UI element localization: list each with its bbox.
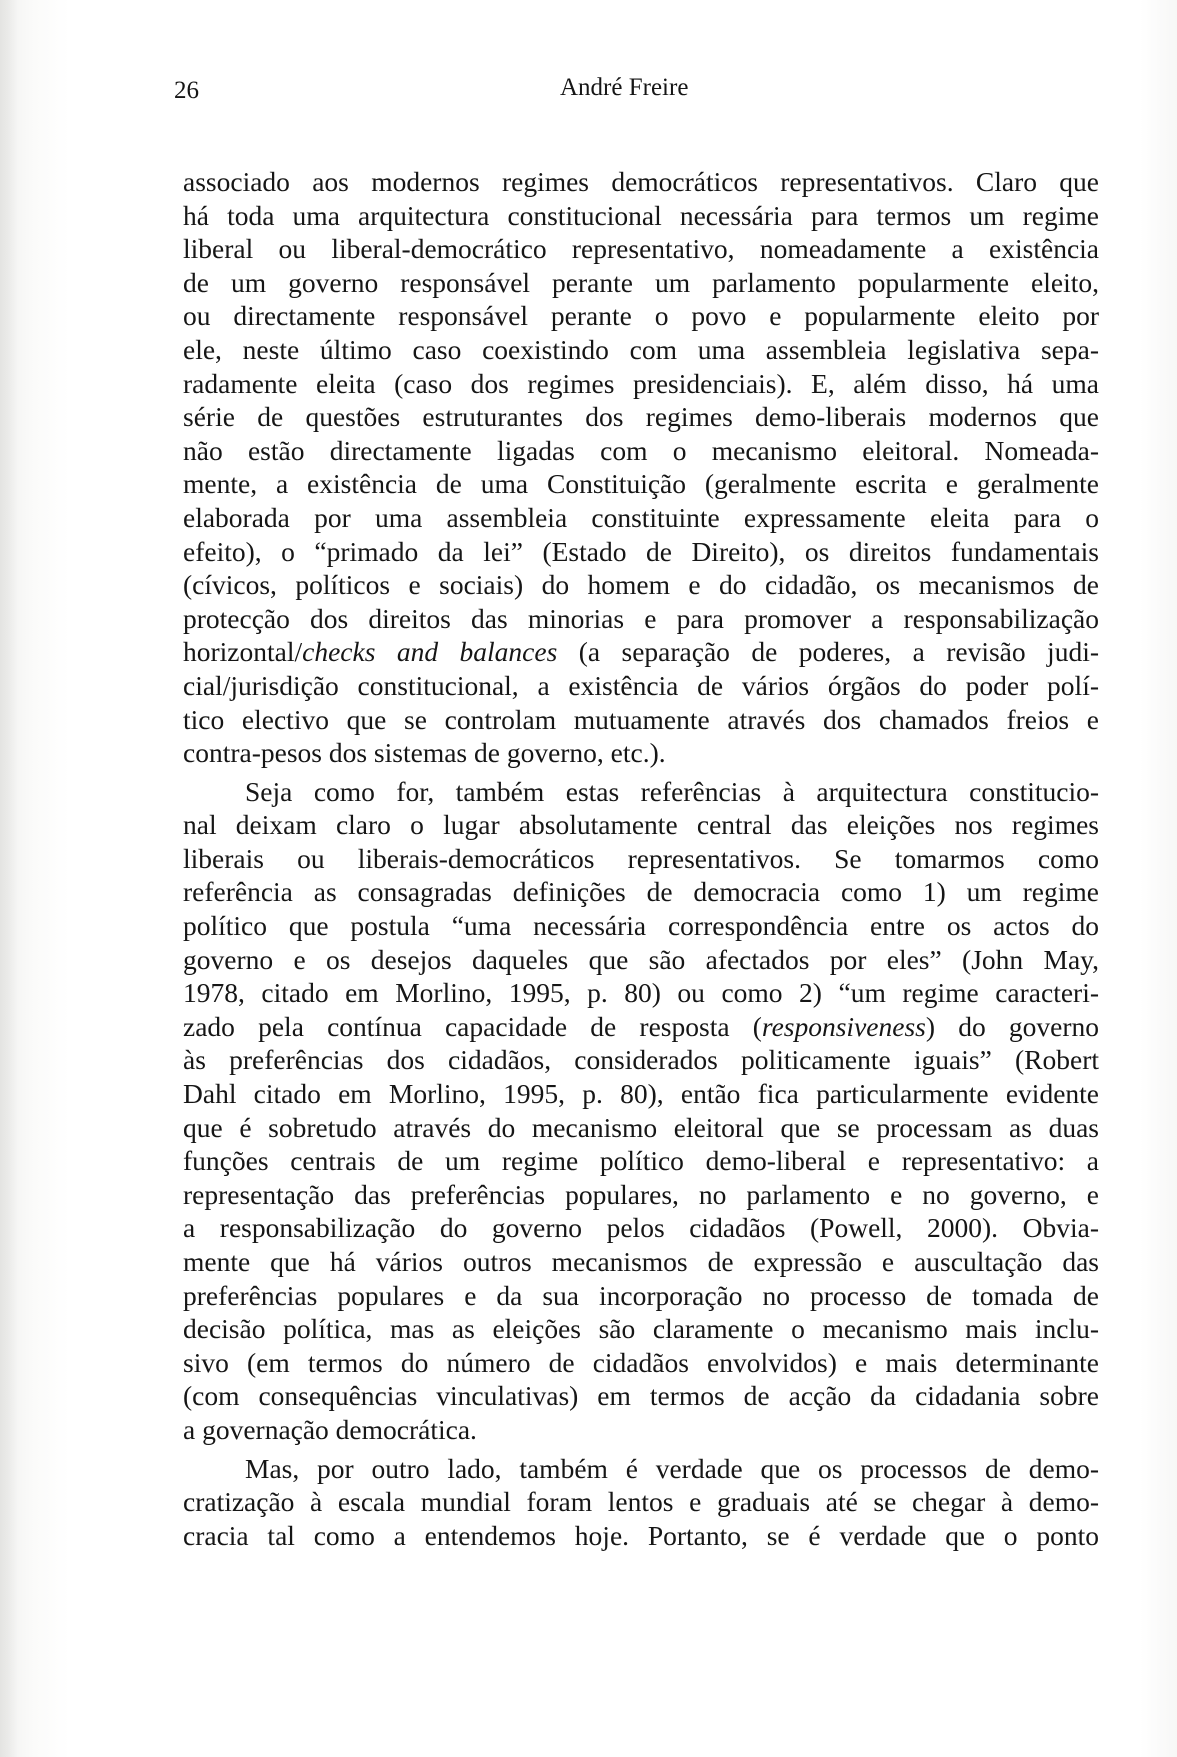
text-line: ou directamente responsável perante o povo e popularmente eleito por xyxy=(183,300,1099,332)
paragraph-3 xyxy=(183,1452,1099,1553)
text-line: cial/jurisdição constitucional, a existência de vários órgãos do poder polí- xyxy=(183,669,1099,701)
text-line: liberal ou liberal-democrático representativo, nomeadamente a existência xyxy=(183,233,1099,265)
text-line: a governação democrática. xyxy=(183,1413,477,1445)
paragraph-2 xyxy=(183,775,1099,1447)
text-line: que é sobretudo através do mecanismo eleitoral que se processam as duas xyxy=(183,1111,1099,1143)
text-line: de um governo responsável perante um parlamento popularmente eleito, xyxy=(183,266,1099,298)
text-line: não estão directamente ligadas com o mecanismo eleitoral. Nomeada- xyxy=(183,434,1099,466)
text-run: ) do governo xyxy=(925,1010,1099,1042)
text-line: funções centrais de um regime político demo-liberal e representativo: a xyxy=(183,1145,1099,1177)
text-line: governo e os desejos daqueles que são afectados por eles” (John May, xyxy=(183,943,1099,975)
text-line: mente, a existência de uma Constituição (geralmente escrita e geralmente xyxy=(183,468,1099,500)
page-number: 26 xyxy=(174,77,199,104)
body-text xyxy=(183,165,1099,1552)
text-line: nal deixam claro o lugar absolutamente central das eleições nos regimes xyxy=(183,809,1099,841)
text-line: Mas, por outro lado, também é verdade que os processos de demo- xyxy=(245,1452,1099,1484)
text-line: associado aos modernos regimes democráticos representativos. Claro que xyxy=(183,166,1099,197)
text-line-with-italic xyxy=(183,635,1099,669)
text-line: efeito), o “primado da lei” (Estado de Direito), os direitos fundamentais xyxy=(183,535,1099,567)
text-line: político que postula “uma necessária correspondência entre os actos do xyxy=(183,910,1099,942)
text-run: zado pela contínua capacidade de resposta ( xyxy=(183,1010,762,1042)
text-line: a responsabilização do governo pelos cidadãos (Powell, 2000). Obvia- xyxy=(183,1212,1099,1244)
text-line: decisão política, mas as eleições são claramente o mecanismo mais inclu- xyxy=(183,1313,1099,1345)
text-line: há toda uma arquitectura constitucional necessária para termos um regime xyxy=(183,199,1099,231)
text-line: elaborada por uma assembleia constituinte expressamente eleita para o xyxy=(183,501,1099,533)
italic-term: checks and balances xyxy=(302,636,558,668)
text-line-with-italic xyxy=(183,1010,1099,1044)
text-line: contra-pesos dos sistemas de governo, etc.). xyxy=(183,737,666,769)
text-line: Dahl citado em Morlino, 1995, p. 80), então fica particularmente evidente xyxy=(183,1078,1099,1110)
text-line: radamente eleita (caso dos regimes presidenciais). E, além disso, há uma xyxy=(183,367,1099,399)
text-line: (com consequências vinculativas) em termos de acção da cidadania sobre xyxy=(183,1380,1099,1412)
text-line: (cívicos, políticos e sociais) do homem e do cidadão, os mecanismos de xyxy=(183,569,1099,601)
text-line: sivo (em termos do número de cidadãos envolvidos) e mais determinante xyxy=(183,1346,1099,1378)
text-line: protecção dos direitos das minorias e para promover a responsabilização xyxy=(183,602,1099,634)
binding-shadow xyxy=(0,0,18,1757)
text-line: às preferências dos cidadãos, considerados politicamente iguais” (Robert xyxy=(183,1044,1099,1076)
paragraph-1 xyxy=(183,165,1099,770)
text-line: 1978, citado em Morlino, 1995, p. 80) ou como 2) “um regime caracteri- xyxy=(183,977,1099,1009)
running-head-author: André Freire xyxy=(560,74,689,101)
text-line: cratização à escala mundial foram lentos e graduais até se chegar à demo- xyxy=(183,1486,1099,1518)
text-line: Seja como for, também estas referências à arquitectura constitucio- xyxy=(245,775,1099,807)
italic-term: responsiveness xyxy=(761,1010,926,1042)
text-line: ele, neste último caso coexistindo com uma assembleia legislativa sepa- xyxy=(183,333,1099,365)
text-line: liberais ou liberais-democráticos representativos. Se tomarmos como xyxy=(183,842,1099,874)
text-line: preferências populares e da sua incorporação no processo de tomada de xyxy=(183,1279,1099,1311)
text-line: cracia tal como a entendemos hoje. Portanto, se é verdade que o ponto xyxy=(183,1519,1099,1551)
text-run: horizontal/ xyxy=(183,636,303,668)
text-run: (a separação de poderes, a revisão judi- xyxy=(557,636,1099,668)
text-line: mente que há vários outros mecanismos de expressão e auscultação das xyxy=(183,1246,1099,1277)
text-line: representação das preferências populares, no parlamento e no governo, e xyxy=(183,1178,1099,1210)
text-line: tico electivo que se controlam mutuamente através dos chamados freios e xyxy=(183,703,1099,735)
text-line: referência as consagradas definições de democracia como 1) um regime xyxy=(183,876,1099,908)
text-line: série de questões estruturantes dos regimes demo-liberais modernos que xyxy=(183,401,1099,433)
